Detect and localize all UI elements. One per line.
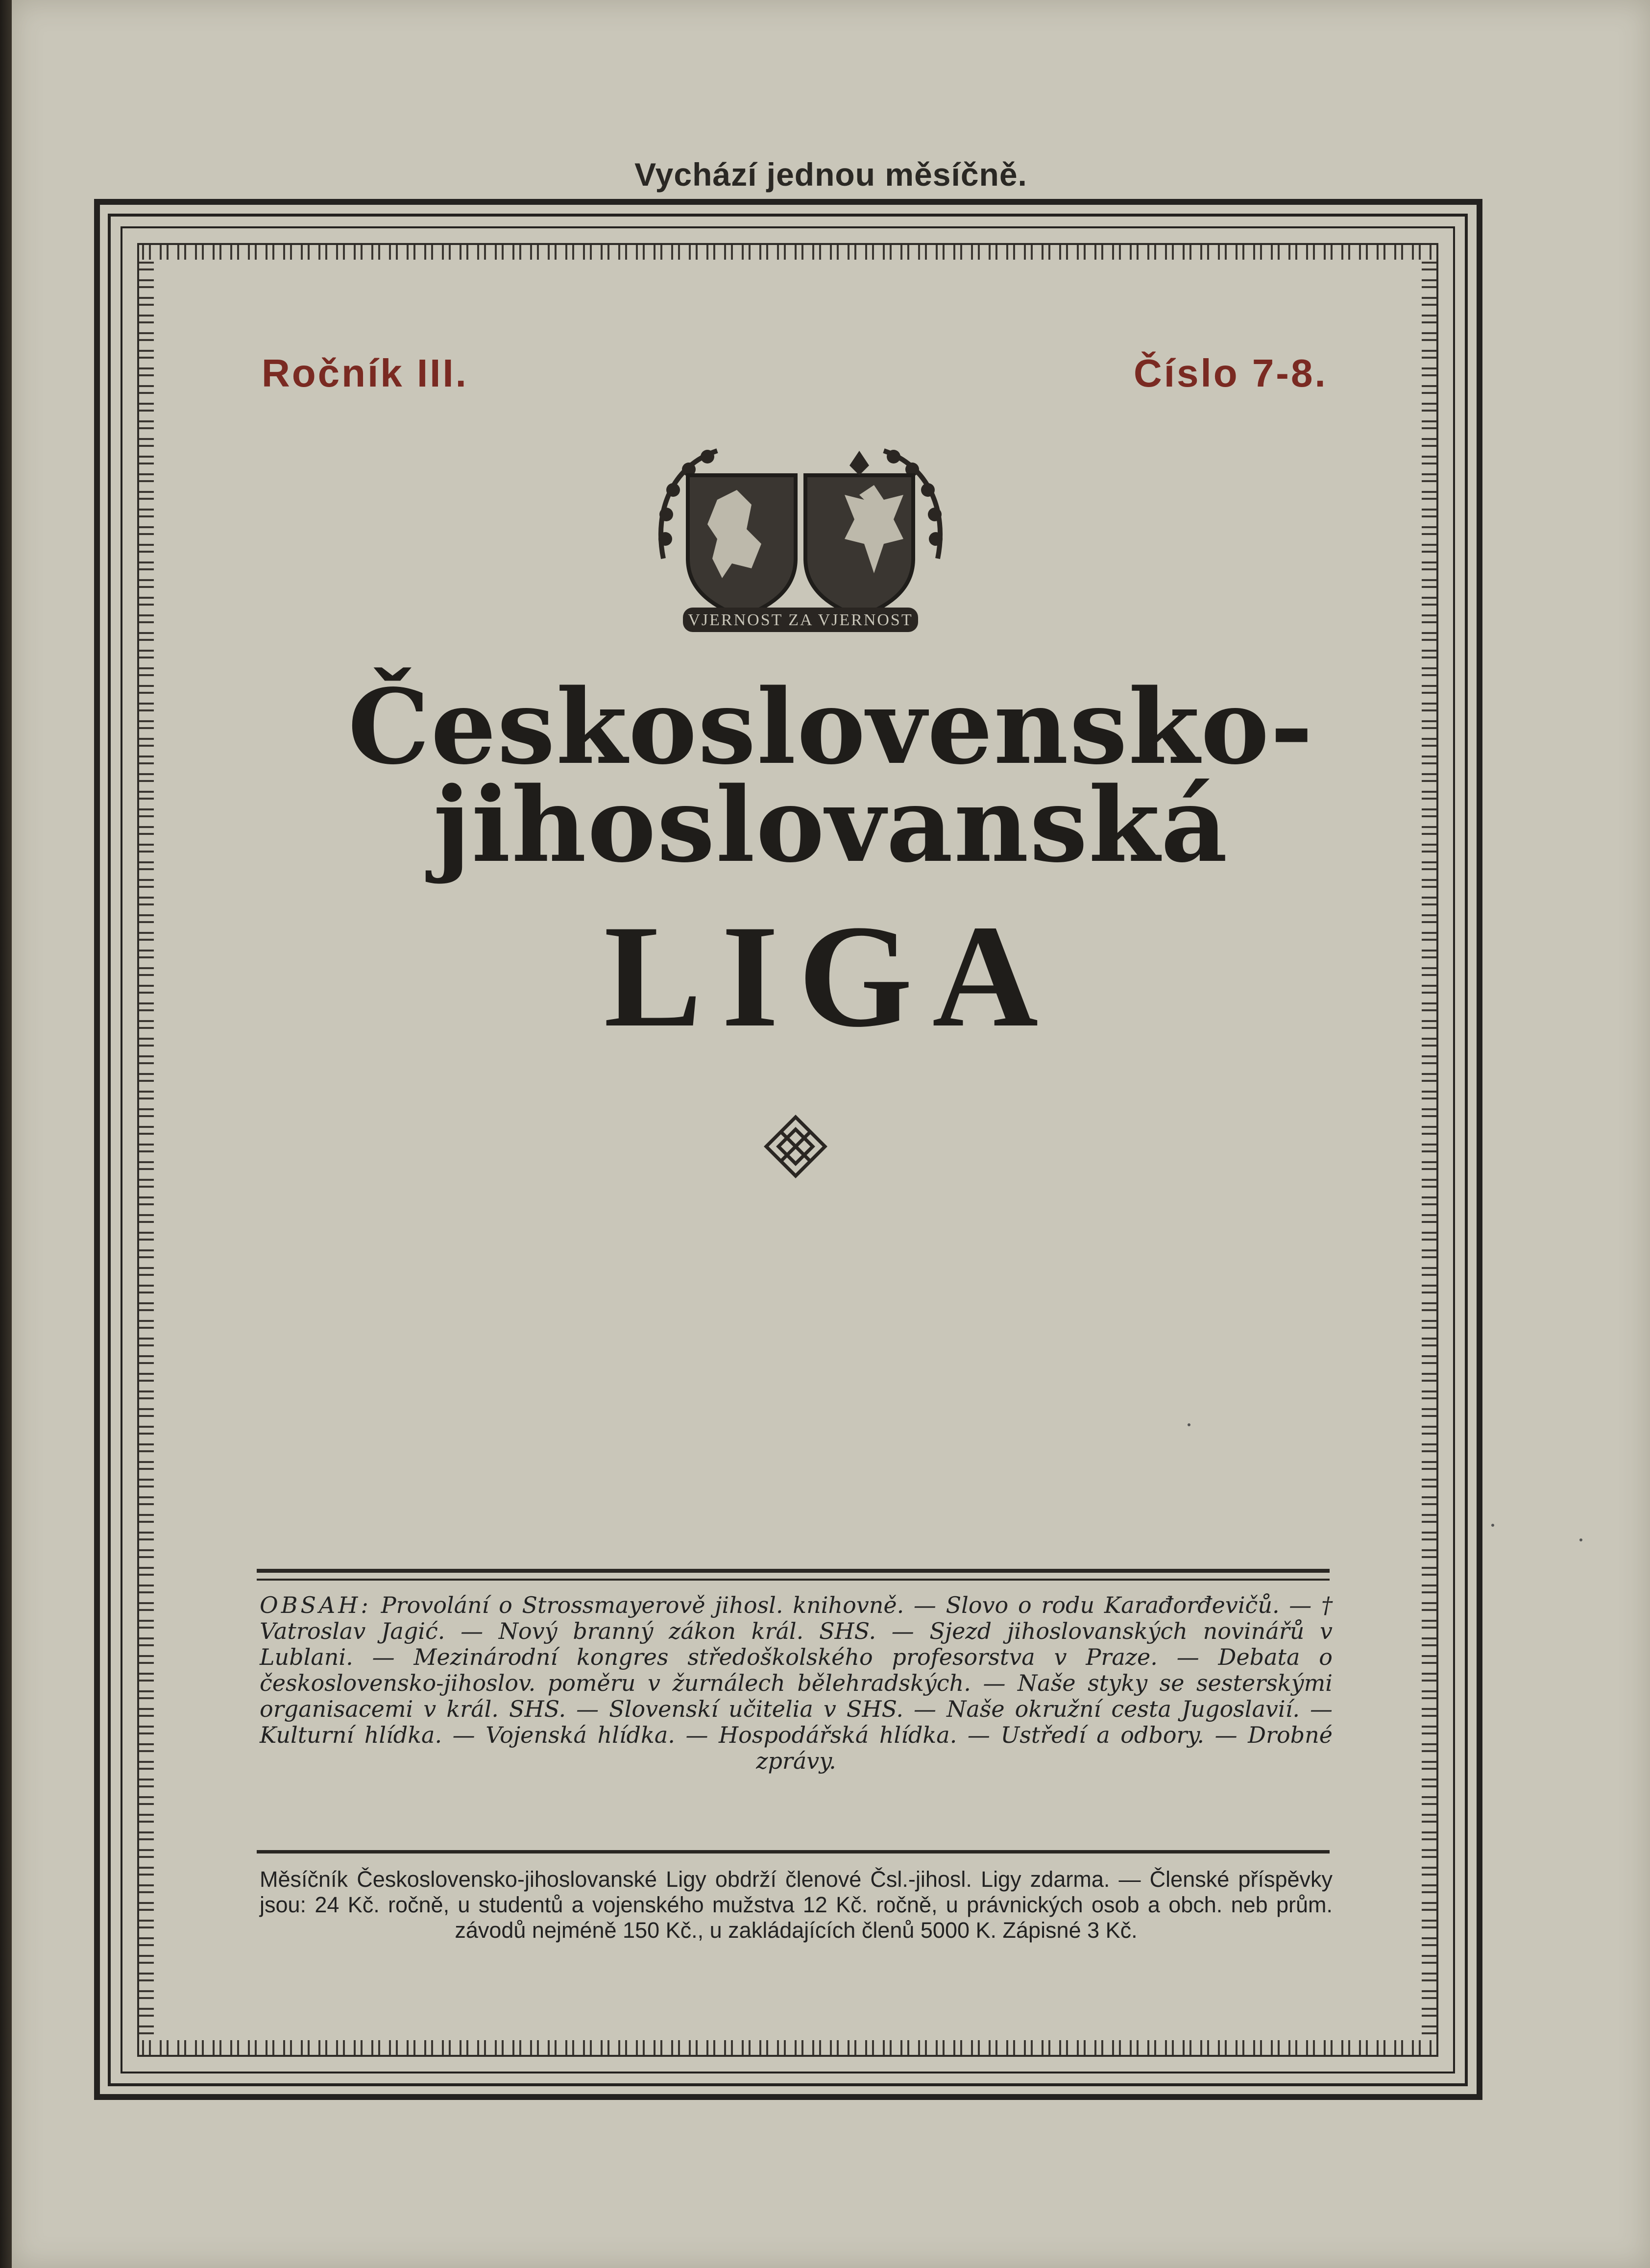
binding-spine — [0, 0, 12, 2268]
cover-page — [12, 0, 1650, 2268]
membership-notice: Měsíčník Československo-jihoslovanské Ligy obdrží členové Čsl.-jihosl. Ligy zdarma. — Členské příspěvky jsou: 24 Kč. ročně, u studentů a vojenského mužstva 12 Kč. ročně, u právnických osob a obch. neb prům. závodů nejméně 150 Kč., u zakládajících členů 5000 K. Zápisné 3 Kč. — [260, 1867, 1333, 1943]
title-line-2: jihoslovanská — [433, 764, 1229, 885]
coat-of-arms-emblem — [644, 431, 957, 637]
paper-speck — [1188, 1423, 1190, 1426]
contents-rule-top — [257, 1569, 1330, 1573]
issue-number: Číslo 7-8. — [1134, 351, 1328, 395]
contents-label: OBSAH: — [260, 1592, 371, 1618]
ornamental-knot-icon — [761, 1112, 830, 1181]
publication-frequency: Vychází jednou měsíčně. — [634, 156, 1027, 193]
contents-rule-top-thin — [257, 1579, 1330, 1581]
emblem-motto: VJERNOST ZA VJERNOST — [688, 611, 913, 629]
title-liga: LIGA — [604, 895, 1058, 1057]
table-of-contents — [260, 1592, 1333, 1774]
title-line-1: Československo- — [348, 666, 1314, 787]
contents-text: Provolání o Strossmayerově jihosl. knihovně. — Slovo o rodu Karađorđevičů. — † Vatroslav Jagić. — Nový branný zákon král. SHS. — Sjezd jihoslovanských novinářů v Lublani. — Mezinárodní kongres středoškolského profesorstva v Praze. — Debata o československo-jihoslov. poměru v žurnálech bělehradských. — Naše styky se sesterskými organisacemi v král. SHS. — Slovenskí učitelia v SHS. — Naše okružní cesta Jugoslavií. — Kulturní hlídka. — Vojenská hlídka. — Hospodářská hlídka. — Ustředí a odbory. — Drobné zprávy. — [260, 1592, 1333, 1774]
paper-speck — [1579, 1538, 1582, 1541]
volume-number: Ročník III. — [262, 351, 468, 395]
paper-speck — [1491, 1524, 1494, 1527]
contents-rule-bottom — [257, 1850, 1330, 1853]
